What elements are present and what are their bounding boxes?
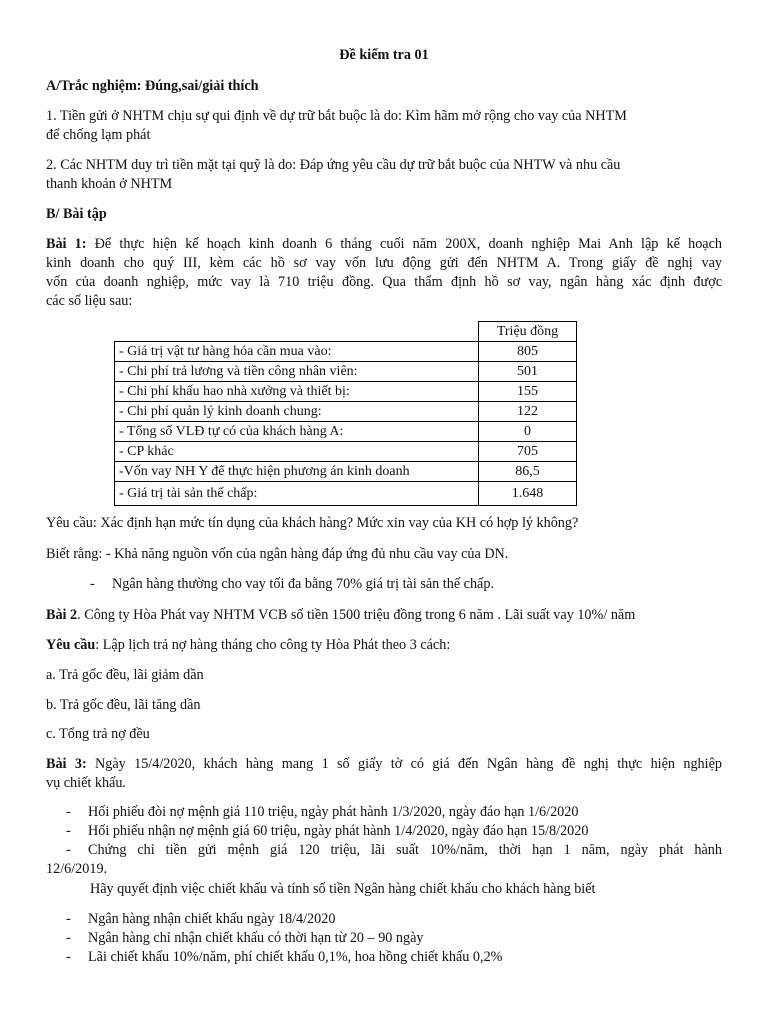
- bai-3-line-1-text: Ngày 15/4/2020, khách hàng mang 1 số giấy tờ có giá đến Ngân hàng đề nghị thực hiện nghiệp: [86, 756, 722, 772]
- bai-3-condition-2: [66, 929, 722, 948]
- bai-3-item-2: [66, 822, 722, 841]
- dash-bullet: -: [66, 842, 71, 858]
- table-cell-value: 501: [479, 362, 577, 382]
- table-row: [115, 362, 577, 382]
- bai-1-line-1: [46, 235, 722, 254]
- table-cell-item: - Chi phí khấu hao nhà xưởng và thiết bị:: [115, 382, 479, 402]
- table-row: [115, 342, 577, 362]
- bai-3-line-1: [46, 755, 722, 774]
- table-row: [115, 422, 577, 442]
- bai-3-instruction: Hãy quyết định việc chiết khấu và tính số tiền Ngân hàng chiết khấu cho khách hàng biết: [90, 881, 596, 897]
- bai-3-item-2-text: Hối phiếu nhận nợ mệnh giá 60 triệu, ngày phát hành 1/4/2020, ngày đáo hạn 15/8/2020: [88, 823, 589, 839]
- table-cell-value: 805: [479, 342, 577, 362]
- bai-1-biet-rang: Biết rằng: - Khả năng nguồn vốn của ngân hàng đáp ứng đủ nhu cầu vay của DN.: [46, 546, 509, 562]
- bai-1-line-1-text: Để thực hiện kế hoạch kinh doanh 6 tháng cuối năm 200X, doanh nghiệp Mai Anh lập kế hoạch: [86, 236, 722, 252]
- question-2-line-1: 2. Các NHTM duy trì tiền mặt tại quỹ là do: Đáp ứng yêu cầu dự trữ bắt buộc của NHTW và nhu cầu: [46, 157, 621, 173]
- table-cell-item: - Tổng số VLĐ tự có của khách hàng A:: [115, 422, 479, 442]
- table-unit-header: Triệu đồng: [479, 322, 577, 342]
- bai-2-yeu-cau: [46, 636, 722, 655]
- question-1: [46, 107, 722, 145]
- table-cell-item: -Vốn vay NH Y để thực hiện phương án kinh doanh: [115, 462, 479, 482]
- bai-1-paragraph: [46, 235, 722, 311]
- table-cell-value: 705: [479, 442, 577, 462]
- bai-3-label: Bài 3:: [46, 756, 87, 772]
- table-header-row: [115, 322, 577, 342]
- bai-3-paragraph: [46, 755, 722, 793]
- bai-3-condition-2-text: Ngân hàng chỉ nhận chiết khấu có thời hạn từ 20 – 90 ngày: [88, 930, 424, 946]
- dash-bullet: -: [66, 949, 71, 965]
- bai-3-item-3-line-2: 12/6/2019.: [46, 861, 108, 877]
- dash-bullet: -: [66, 911, 71, 927]
- bai-3-item-1: [66, 803, 722, 822]
- bai-1-line-2: kinh doanh cho quý III, kèm các hồ sơ vay vốn lưu động gửi đến NHTM A. Trong giấy đề nghị vay: [46, 255, 722, 271]
- table-cell-value: 0: [479, 422, 577, 442]
- bai-3-line-2: vụ chiết khấu.: [46, 775, 126, 791]
- bai-2-option-b: b. Trả gốc đều, lãi tăng dần: [46, 697, 201, 713]
- bai-2-text: . Công ty Hòa Phát vay NHTM VCB số tiền 1500 triệu đồng trong 6 năm . Lãi suất vay 10%/ năm: [77, 607, 636, 623]
- dash-bullet: -: [66, 823, 71, 839]
- data-table: [114, 321, 577, 506]
- question-1-line-2: để chống lạm phát: [46, 127, 151, 143]
- bai-3-item-3-line-1: [46, 841, 722, 860]
- dash-bullet: -: [66, 930, 71, 946]
- bai-2-option-c: c. Tổng trả nợ đều: [46, 726, 150, 742]
- section-a-heading: A/Trắc nghiệm: Đúng,sai/giải thích: [46, 78, 259, 94]
- document-title: Đề kiểm tra 01: [339, 47, 429, 63]
- bai-3-condition-3-text: Lãi chiết khấu 10%/năm, phí chiết khấu 0,1%, hoa hồng chiết khấu 0,2%: [88, 949, 503, 965]
- bai-3-item-3-line-1-text: Chứng chỉ tiền gửi mệnh giá 120 triệu, lãi suất 10%/năm, thời hạn 1 năm, ngày phát hành: [88, 842, 722, 858]
- table-cell-item: - Giá trị vật tư hàng hóa cần mua vào:: [115, 342, 479, 362]
- table-cell-value: 86,5: [479, 462, 577, 482]
- bai-1-label: Bài 1:: [46, 236, 87, 252]
- table-header-blank: [115, 322, 479, 342]
- question-2-line-2: thanh khoản ở NHTM: [46, 176, 173, 192]
- table-cell-value: 122: [479, 402, 577, 422]
- question-2: [46, 156, 722, 194]
- table-row: [115, 442, 577, 462]
- question-1-line-1: 1. Tiền gửi ở NHTM chịu sự qui định về dự trữ bắt buộc là do: Kìm hãm mở rộng cho vay của NHTM: [46, 108, 627, 124]
- bai-1-condition-2-text: Ngân hàng thường cho vay tối đa bằng 70% giá trị tài sản thế chấp.: [112, 576, 494, 592]
- bai-3-condition-1-text: Ngân hàng nhận chiết khấu ngày 18/4/2020: [88, 911, 336, 927]
- bai-1-yeu-cau: Yêu cầu: Xác định hạn mức tín dụng của khách hàng? Mức xin vay của KH có hợp lý không?: [46, 515, 579, 531]
- table-cell-value: 1.648: [479, 482, 577, 506]
- table-cell-item: - Chi phí trả lương và tiền công nhân viên:: [115, 362, 479, 382]
- bai-1-line-3: vốn của doanh nghiệp, mức vay là 710 triệu đồng. Qua thẩm định hồ sơ vay, ngân hàng xác định được: [46, 274, 722, 290]
- bai-3-condition-3: [66, 948, 722, 967]
- bai-2-yeu-cau-label: Yêu cầu: [46, 637, 96, 653]
- bai-2-yeu-cau-text: : Lập lịch trả nợ hàng tháng cho công ty Hòa Phát theo 3 cách:: [95, 637, 451, 653]
- bai-3-item-3: [46, 841, 722, 879]
- bai-1-line-4: các số liệu sau:: [46, 293, 133, 309]
- bai-2-option-a: a. Trả gốc đều, lãi giảm dần: [46, 667, 204, 683]
- table-row: [115, 462, 577, 482]
- bai-2-paragraph: [46, 606, 722, 625]
- table-row: [115, 482, 577, 506]
- section-b-heading: B/ Bài tập: [46, 206, 107, 222]
- bai-1-condition-2: [90, 575, 722, 594]
- table-cell-item: - Chi phí quản lý kinh doanh chung:: [115, 402, 479, 422]
- dash-bullet: -: [66, 804, 71, 820]
- bai-3-condition-1: [66, 910, 722, 929]
- bai-2-label: Bài 2: [46, 607, 78, 623]
- table-cell-item: - CP khác: [115, 442, 479, 462]
- table-cell-item: - Giá trị tài sản thế chấp:: [115, 482, 479, 506]
- table-row: [115, 402, 577, 422]
- bai-3-item-1-text: Hối phiếu đòi nợ mệnh giá 110 triệu, ngày phát hành 1/3/2020, ngày đáo hạn 1/6/2020: [88, 804, 579, 820]
- table-cell-value: 155: [479, 382, 577, 402]
- dash-bullet: -: [90, 576, 95, 592]
- table-row: [115, 382, 577, 402]
